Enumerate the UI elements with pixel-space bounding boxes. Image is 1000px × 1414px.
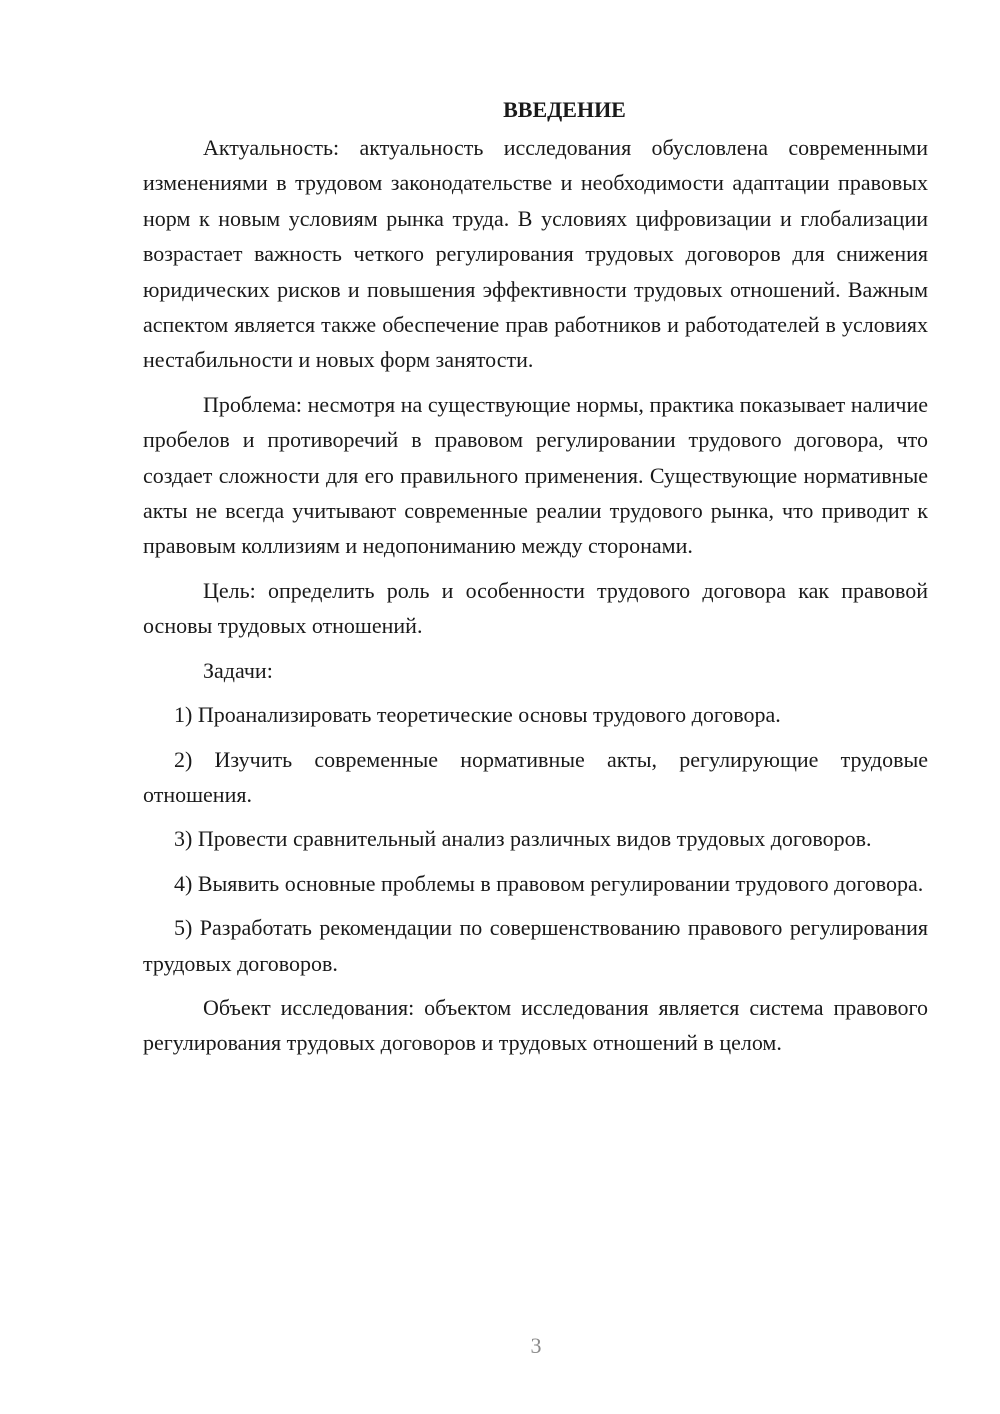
problem-paragraph: Проблема: несмотря на существующие нормы, практика показывает наличие пробелов и противоречий в правовом регулировании трудового договора, что создает сложности для его правильного применения. Существующие нормативные акты не всегда учитывают современные реалии трудового рынка, что приводит к правовым коллизиям и недопониманию между сторонами.: [143, 391, 928, 559]
relevance-paragraph: Актуальность: актуальность исследования обусловлена современными изменениями в трудовом законодательстве и необходимости адаптации правовых норм к новым условиям рынка труда. В условиях цифровизации и глобализации возрастает важность четкого регулирования трудовых договоров для снижения юридических рисков и повышения эффективности трудовых отношений. Важным аспектом является также обеспечение прав работников и работодателей в условиях нестабильности и новых форм занятости.: [143, 135, 928, 373]
goal-paragraph: Цель: определить роль и особенности трудового договора как правовой основы трудовых отношений.: [143, 577, 928, 639]
list-item: 1) Проанализировать теоретические основы трудового договора.: [174, 702, 781, 728]
list-item: 2) Изучить современные нормативные акты, регулирующие трудовые отношения.: [143, 746, 928, 807]
list-item: 5) Разработать рекомендации по совершенствованию правового регулирования трудовых договоров.: [143, 915, 928, 976]
tasks-list: [143, 697, 928, 981]
object-paragraph: Объект исследования: объектом исследования является система правового регулирования трудовых договоров и трудовых отношений в целом.: [143, 994, 928, 1056]
document-page: [143, 92, 928, 1061]
tasks-heading: Задачи:: [203, 657, 273, 683]
section-title: ВВЕДЕНИЕ: [503, 97, 626, 122]
list-item: 3) Провести сравнительный анализ различных видов трудовых договоров.: [174, 826, 872, 852]
page-number: 3: [530, 1333, 542, 1358]
list-item: 4) Выявить основные проблемы в правовом регулировании трудового договора.: [174, 870, 924, 896]
